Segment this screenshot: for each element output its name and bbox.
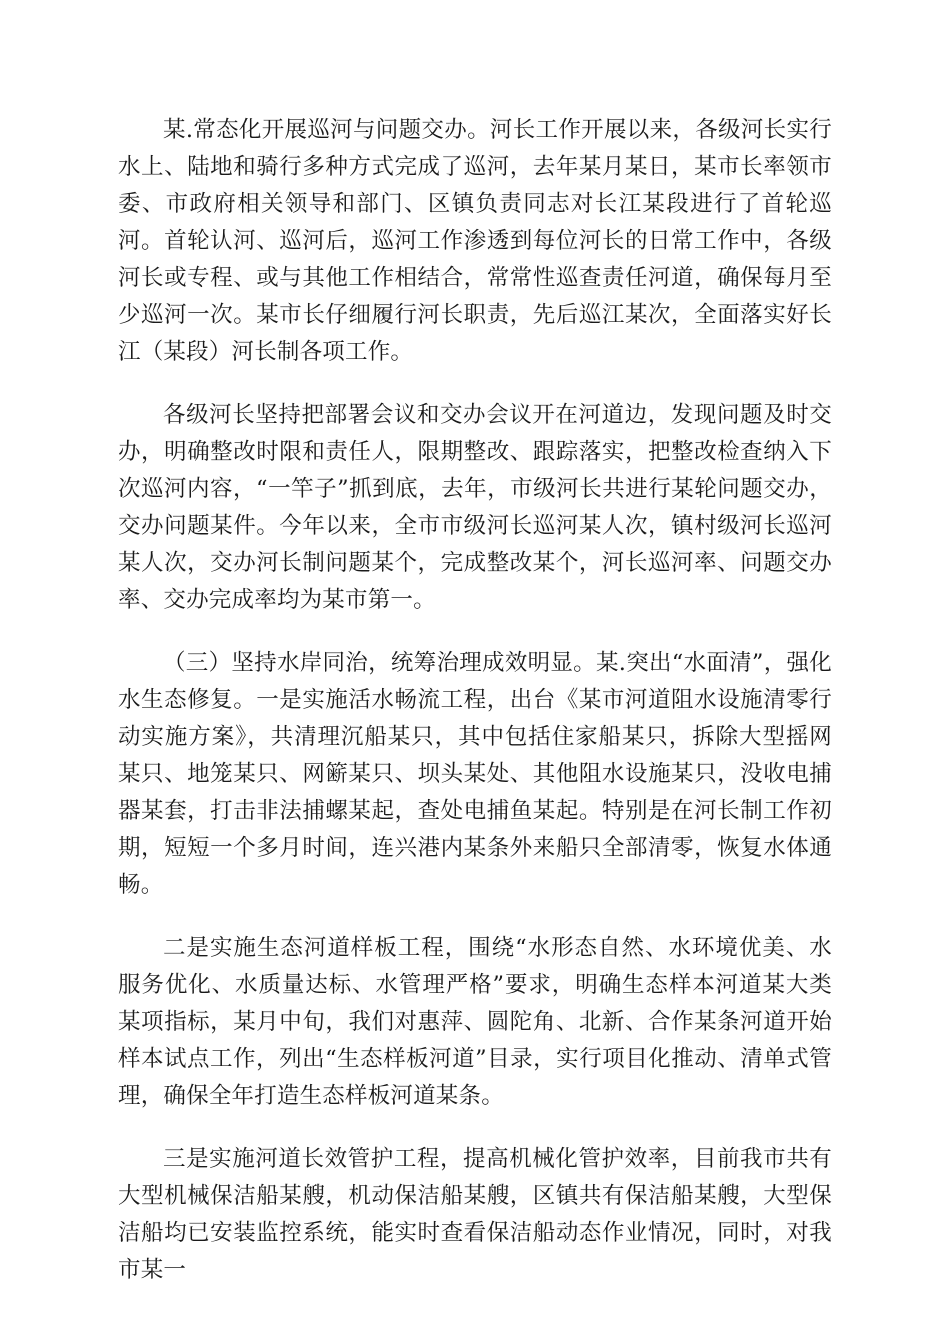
paragraph-river-patrol: 某.常态化开展巡河与问题交办。河长工作开展以来，各级河长实行水上、陆地和骑行多种方式完成了巡河，去年某月某日，某市长率领市委、市政府相关领导和部门、区镇负责同志对长江某段进行了首轮巡河。首轮认河、巡河后，巡河工作渗透到每位河长的日常工作中，各级河长或专程、或与其他工作相结合，常常性巡查责任河道，确保每月至少巡河一次。某市长仔细履行河长职责，先后巡江某次，全面落实好长江（某段）河长制各项工作。 [118, 117, 832, 365]
paragraph-ecological-river-project: 二是实施生态河道样板工程，围绕“水形态自然、水环境优美、水服务优化、水质量达标、水管理严格”要求，明确生态样本河道某大类某项指标，某月中旬，我们对惠萍、圆陀角、北新、合作某条河道开始样本试点工作，列出“生态样板河道”目录，实行项目化推动、清单式管理，确保全年打造生态样板河道某条。 [118, 935, 832, 1109]
paragraph-problem-assignment: 各级河长坚持把部署会议和交办会议开在河道边，发现问题及时交办，明确整改时限和责任人，限期整改、跟踪落实，把整改检查纳入下次巡河内容，“一竿子”抓到底，去年，市级河长共进行某轮问题交办，交办问题某件。今年以来，全市市级河长巡河某人次，镇村级河长巡河某人次，交办河长制问题某个，完成整改某个，河长巡河率、问题交办率、交办完成率均为某市第一。 [118, 402, 832, 613]
paragraph-river-maintenance-project: 三是实施河道长效管护工程，提高机械化管护效率，目前我市共有大型机械保洁船某艘，机动保洁船某艘，区镇共有保洁船某艘，大型保洁船均已安装监控系统，能实时查看保洁船动态作业情况，同时，对我市某一 [118, 1146, 832, 1283]
document-body [118, 112, 832, 1315]
paragraph-water-shore-governance: （三）坚持水岸同治，统筹治理成效明显。某.突出“水面清”，强化水生态修复。一是实施活水畅流工程，出台《某市河道阻水设施清零行动实施方案》，共清理沉船某只，其中包括住家船某只，拆除大型摇网某只、地笼某只、网簖某只、坝头某处、其他阻水设施某只，没收电捕器某套，打击非法捕螺某起，查处电捕鱼某起。特别是在河长制工作初期，短短一个多月时间，连兴港内某条外来船只全部清零，恢复水体通畅。 [118, 650, 832, 898]
